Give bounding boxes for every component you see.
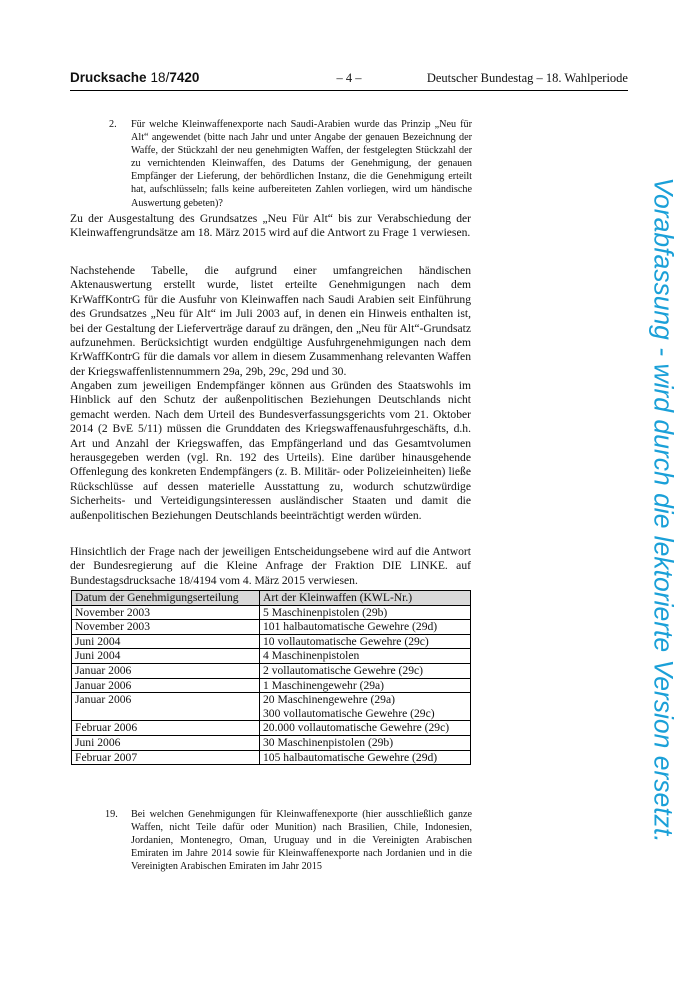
cell-date: Februar 2006 [72,721,260,736]
watermark-text: Vorabfassung - wird durch die lektorierte Version ersetzt. [648,176,679,843]
weapon-line: 300 vollautomatische Gewehre (29c) [263,706,435,720]
cell-weapons: 20.000 vollautomatische Gewehre (29c) [260,721,471,736]
cell-date: Juni 2006 [72,735,260,750]
table-row [72,649,471,664]
cell-weapons: 30 Maschinenpistolen (29b) [260,735,471,750]
doc-label: Drucksache [70,70,147,85]
paragraph: Angaben zum jeweiligen Endempfänger können aus Gründen des Staatswohls im Hinblick auf den Schutz der außenpolitischen Beziehungen Deutschlands nicht gemacht werden. Nach dem Urteil des Bundesverfassungsgerichts vom 21. Oktober 2014 (2 BvE 5/11) müssen die Grunddaten des Kriegswaffenausfuhrgeschäfts, d.h. Art und Anzahl der Kriegswaffen, das Empfängerland und das Gesamtvolumen herausgegeben werden (vgl. Rn. 192 des Urteils). Eine darüber hinausgehende Offenlegung des konkreten Endempfängers (z. B. Militär- oder Polizeieinheiten) ließe Rückschlüsse auf dessen materielle Ausstattung zu, wodurch schutzwürdige Sicherheits- und Verteidigungsinteressen ausländischer Staaten und damit die außenpolitischen Beziehungen Deutschlands beeinträchtigt werden würden. [70,379,471,522]
column-header-date: Datum der Genehmigungserteilung [72,591,260,606]
cell-weapons: 1 Maschinengewehr (29a) [260,678,471,693]
cell-weapons: 2 vollautomatische Gewehre (29c) [260,663,471,678]
table-row [72,750,471,765]
question-text: Für welche Kleinwaffenexporte nach Saudi-Arabien wurde das Prinzip „Neu für Alt“ angewendet (bitte nach Jahr und unter Angabe der genauen Bezeichnung der Waffe, der Stückzahl der neu genehmigten Waffen, der festgelegten Stückzahl der zu vernichtenden Kleinwaffen, des Datums der Genehmigung, der genauen Empfänger der Lieferung, der behördlichen Instanz, die die Genehmigung erteilt hat, aufschlüsseln; falls keine aufbereiteten Zahlen vorliegen, wird um händische Auswertung gebeten)? [131,119,472,209]
publisher: Deutscher Bundestag – 18. Wahlperiode [426,71,628,85]
cell-date: Juni 2004 [72,634,260,649]
doc-series: 18/ [150,70,170,85]
draft-watermark [648,112,678,907]
table-row [72,605,471,620]
cell-weapons: 10 vollautomatische Gewehre (29c) [260,634,471,649]
cell-date: Juni 2004 [72,649,260,664]
table-row [72,721,471,736]
cell-date: Februar 2007 [72,750,260,765]
table-row [72,693,471,721]
doc-number: 7420 [169,70,200,85]
cell-weapons: 101 halbautomatische Gewehre (29d) [260,620,471,635]
question-number: 2. [109,119,117,130]
question-2 [109,118,472,210]
cell-weapons: 4 Maschinenpistolen [260,649,471,664]
cell-date: Januar 2006 [72,693,260,721]
weapon-line: 20 Maschinengewehre (29a) [263,693,395,707]
paragraph: Hinsichtlich der Frage nach der jeweiligen Entscheidungsebene wird auf die Antwort der Bundesregierung auf die Kleine Anfrage der Fraktion DIE LINKE. auf Bundestagsdrucksache 18/4194 vom 4. März 2015 verwiesen. [70,545,471,587]
table-header-row [72,591,471,606]
cell-weapons [260,693,471,721]
cell-date: Januar 2006 [72,678,260,693]
page-header [70,70,628,91]
table-row [72,663,471,678]
column-header-weapons: Art der Kleinwaffen (KWL-Nr.) [260,591,471,606]
cell-date: November 2003 [72,620,260,635]
paragraph: Zu der Ausgestaltung des Grundsatzes „Neu Für Alt“ bis zur Verabschiedung der Kleinwaffengrundsätze am 18. März 2015 wird auf die Antwort zu Frage 1 verwiesen. [70,212,471,240]
table-row [72,634,471,649]
cell-date: November 2003 [72,605,260,620]
question-text: Bei welchen Genehmigungen für Kleinwaffenexporte (hier ausschließlich ganze Waffen, nicht Teile dafür oder Munition) nach Brasilien, Chile, Indonesien, Jordanien, Montenegro, Oman, Uruguay und in die Vereinigten Arabischen Emiraten im Jahre 2014 sowie für Kleinwaffenexporte nach Jordanien und in die Vereinigten Arabischen Emiraten im Jahr 2015 [131,809,472,873]
table-row [72,620,471,635]
cell-date: Januar 2006 [72,663,260,678]
cell-weapons: 105 halbautomatische Gewehre (29d) [260,750,471,765]
page-number: – 4 – [336,71,362,85]
weapons-table [71,590,471,765]
question-number: 19. [105,809,118,820]
table-row [72,678,471,693]
question-19 [105,808,472,873]
table-row [72,735,471,750]
cell-weapons: 5 Maschinenpistolen (29b) [260,605,471,620]
paragraph: Nachstehende Tabelle, die aufgrund einer umfangreichen händischen Aktenauswertung erstellt wurde, listet erteilte Genehmigungen nach dem KrWaffKontrG für die Ausfuhr von Kleinwaffen nach Saudi Arabien seit Einführung des Grundsatzes „Neu für Alt“ im Juli 2003 auf, in denen ein Hinweis enthalten ist, bei der Gestaltung der Lieferverträge darauf zu drängen, den „Neu für Alt“-Grundsatz aufzunehmen. Berücksichtigt wurden endgültige Ausfuhrgenehmigungen nach dem KrWaffKontrG für die damals vor allem in diesem Zusammenhang relevanten Waffen der Kriegswaffenlistennummern 29a, 29b, 29c, 29d und 30. [70,264,471,378]
